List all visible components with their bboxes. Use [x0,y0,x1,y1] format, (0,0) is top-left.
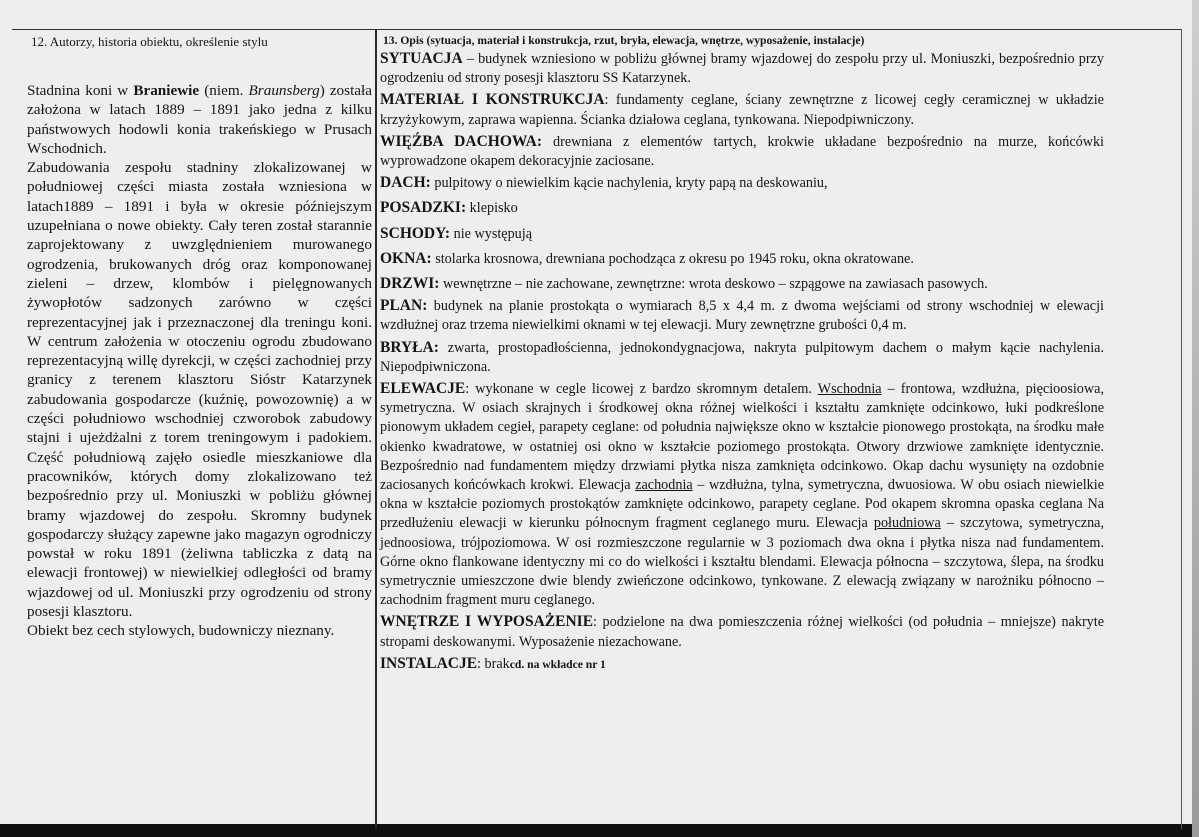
underlined-term: Wschodnia [817,381,882,398]
section-wnetrze [380,612,1104,651]
underlined-term: południowa [873,515,941,532]
section-drzwi [380,274,1104,294]
description-header: 13. Opis (sytuacja, materiał i konstrukcja, rzut, bryła, elewacja, wnętrze, wyposażenie, instalacje) [383,34,865,47]
scan-right-edge [1192,0,1199,837]
section-material [380,90,1104,129]
section-text: budynek na planie prostokąta o wymiarach 8,5 x 4,4 m. z dwoma wejściami od strony wschodniej w elewacji wzdłużnej oraz trzema niewielkimi oknami w tej elewacji. Mury zewnętrzne grubości 0,4 m. [380,298,1104,334]
section-bryla [380,338,1104,377]
column-divider [375,29,377,829]
history-column [27,34,372,641]
history-header: 12. Autorzy, historia obiektu, określenie stylu [31,34,268,49]
section-instalacje [380,654,1104,674]
section-text: – frontowa, wzdłużna, pięcioosiowa, symetryczna. W osiach skrajnych i środkowej okna różnej wielkości i kształtu zamknięte odcinkowo, łuki podkreślone pionowym układem cegieł, parapety ceglane: od południa największe okno w kształcie pionowego prostokąta, na środku małe okienko kwadratowe, w ostatniej osi okno w kształcie poziomego prostokąta. Otwory drzwiowe zamknięte identycznie. Bezpośrednio nad fundamentem między drzwiami płytka nisza zamknięta odcinkowo. Okap dachu wysunięty na ozdobnie zaciosanych końcówkach krokwi. Elewacja [380,381,1104,494]
section-sytuacja [380,49,1104,88]
section-text: : wykonane w cegle licowej z bardzo skromnym detalem. [465,381,818,398]
history-text [27,81,372,641]
section-label: INSTALACJE [380,654,478,672]
section-label: BRYŁA: [380,338,439,356]
section-schody [380,224,1104,244]
section-label: WNĘTRZE I WYPOSAŻENIE [380,613,594,631]
section-label: PLAN: [380,297,428,315]
section-label: POSADZKI: [380,199,467,217]
section-text: nie występują [450,225,533,242]
right-border-rule [1181,29,1182,829]
section-posadzki [380,198,1104,218]
section-text: – budynek wzniesiono w pobliżu głównej bramy wjazdowej do zespołu przy ul. Moniuszki, bezpośrednio przy ogrodzeniu od strony posesji klasztoru SS Katarzynek. [380,51,1104,87]
section-label: SCHODY: [380,224,451,242]
description-column [380,34,1104,676]
history-paragraph-3: Obiekt bez cech stylowych, budowniczy nieznany. [27,622,335,640]
history-paragraph-2: Zabudowania zespołu stadniny zlokalizowanej w południowej części miasta została wzniesiona w latach1889 – 1891 i była w okresie późniejszym uzupełniana o nowe obiekty. Cały teren został starannie zaprojektowany z uwzględnieniem murowanego ogrodzenia, brukowanych dróg oraz komponowanej zieleni – drzew, klombów i pielęgnowanych żywopłotów sadzonych zarówno w części reprezentacyjnej jak i przeznaczonej dla treningu koni. W centrum założenia w otoczeniu ogrodu zbudowano reprezentacyjną willę dyrekcji, w części zachodniej przy granicy z terenem klasztoru Sióstr Katarzynek zabudowania gospodarcze (kuźnię, powozownię) a w części południowo wschodniej czworobok zabudowy stajni i ujeżdżalni z torem treningowym i padokiem. Część południową zajęło osiedle mieszkaniowe dla pracowników, których domy zlokalizowano też bezpośrednio przy ul. Moniuszki w pobliżu głównej bramy wjazdowej do zespołu. Skromny budynek gospodarczy służący zapewne jako magazyn ogrodniczy powstał w roku 1891 (żeliwna tabliczka z datą na elewacji frontowej) w niewielkiej odległości od bramy wjazdowej od ul. Moniuszki przy ogrodzeniu od strony posesji klasztoru. [27,159,372,621]
town-name: Braniewie [133,82,200,99]
history-paragraph-1 [27,81,372,158]
section-text: klepisko [466,200,518,217]
german-name: Braunsberg [248,82,320,99]
section-text: – wzdłużna, tylna, symetryczna, dwuosiowa. W obu osiach niewielkie okna w kształcie poziomych prostokątów zamknięte odcinkowo, parapety ceglane. Pod okapem skromna opaska ceglana Na przedłużeniu elewacji w kierunku północnym fragment ceglanego muru. Elewacja [380,477,1105,532]
section-text: drewniana z elementów tartych, krokwie układane bezpośrednio na murze, końcówki wyprowadzone okapem dekoracyjnie zaciosane. [380,133,1105,170]
section-label: SYTUACJA [380,50,463,67]
section-text: zwarta, prostopadłościenna, jednokondygnacjowa, nakryta pulpitowym dachem o małym kącie nachylenia. Niepodpiwniczona. [380,339,1104,375]
continuation-note: cd. na wkładce nr 1 [509,657,606,671]
section-label: WIĘŹBA DACHOWA: [380,132,543,150]
scan-bottom-edge [0,824,1199,837]
text-run: Stadnina koni w [27,82,134,99]
text-run: (niem. [199,82,249,99]
text-run: ) została założona w latach 1889 – 1891 jako jedna z kilku państwowych hodowli konia trakeńskiego w Prusach Wschodnich. [27,82,372,157]
section-text: pulpitowy o niewielkim kącie nachylenia, kryty papą na deskowaniu, [430,175,828,192]
section-okna [380,249,1104,269]
section-label: DRZWI: [380,275,440,293]
section-label: MATERIAŁ I KONSTRUKCJA [380,91,605,109]
section-text: : fundamenty ceglane, ściany zewnętrzne z licowej cegły ceramicznej w układzie krzyżykowym, zaprawa wapienna. Ścianka działowa ceglana, tynkowana. Niepodpiwniczony. [380,92,1104,128]
section-text: wewnętrzne – nie zachowane, zewnętrzne: wrota deskowo – szpągowe na zawiasach pasowych. [439,276,988,293]
underlined-term: zachodnia [635,477,693,494]
section-label: OKNA: [380,249,432,267]
section-wiezba [380,132,1104,171]
section-text: : podzielone na dwa pomieszczenia różnej wielkości (od południa – mniejsze) nakryte stropami deskowanymi. Wyposażenie niezachowane. [380,614,1104,650]
section-text: : brak [477,655,510,672]
header-rule [12,29,1181,30]
section-plan [380,296,1104,335]
section-label: DACH: [380,174,431,192]
section-label: ELEWACJE [380,380,466,398]
section-text: stolarka krosnowa, drewniana pochodząca z okresu po 1945 roku, okna okratowane. [431,250,914,267]
section-elewacje [380,379,1104,610]
section-dach [380,173,1104,193]
section-text: – szczytowa, symetryczna, jednoosiowa, trójpoziomowa. W osi rozmieszczone regularnie w 3 poziomach dwa okna i płytka nisza nad fundamentem. Górne okno flankowane identyczny mi co do wielkości i kształtu blendami. Elewacja północna – szczytowa, ślepa, na środku symetrycznie umieszczone dwie blendy zwieńczone odcinkowo, tynkowane. Z elewacją związany w narożniku północno – zachodnim fragment muru ceglanego. [380,515,1105,609]
